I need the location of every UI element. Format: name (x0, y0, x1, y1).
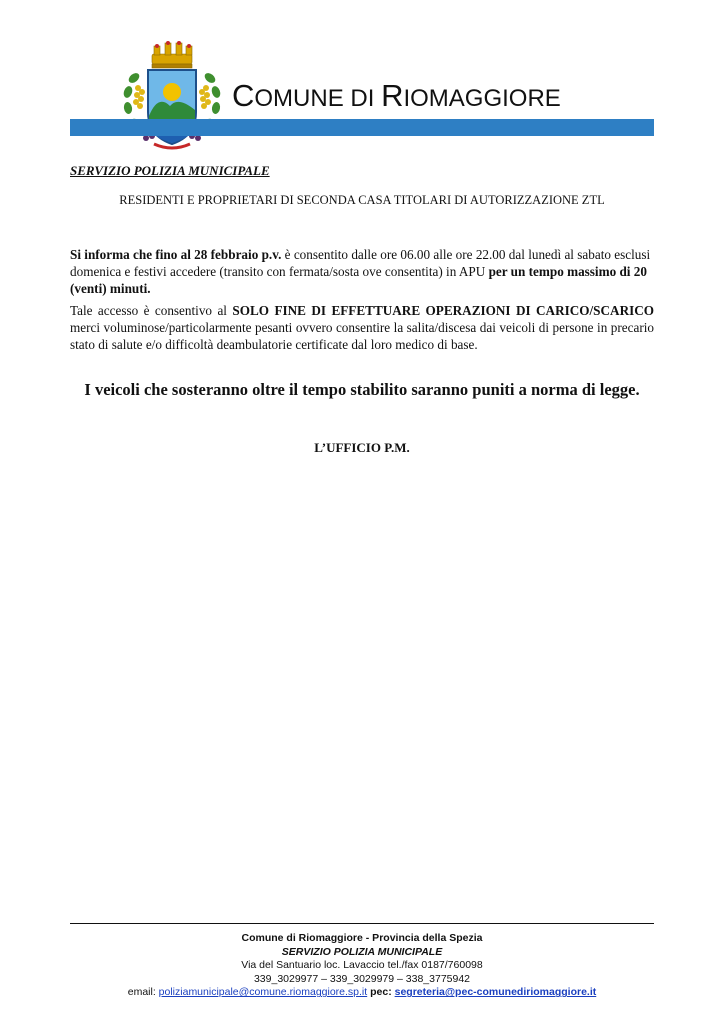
notice-time-limit-text: per un tempo massimo di 20 (venti) minuti. (70, 264, 647, 296)
footer-address: Via del Santuario loc. Lavaccio tel./fax 0187/760098 (241, 959, 483, 972)
subject-line: RESIDENTI E PROPRIETARI DI SECONDA CASA TITOLARI DI AUTORIZZAZIONE ZTL (119, 193, 605, 207)
pec-label: pec: (367, 986, 395, 999)
service-heading: SERVIZIO POLIZIA MUNICIPALE (70, 163, 270, 178)
title-rest-2: IOMAGGIORE (403, 85, 561, 112)
signature: L’UFFICIO P.M. (314, 440, 410, 455)
penalty-warning: I veicoli che sosteranno oltre il tempo stabilito saranno puniti a norma di legge. (84, 380, 640, 399)
notice-date-text: Si informa che fino al 28 febbraio p.v. (70, 247, 282, 262)
paragraph-purpose (70, 302, 654, 353)
purpose-emphasis-text: SOLO FINE DI EFFETTUARE OPERAZIONI DI CARICO/SCARICO (232, 303, 655, 318)
purpose-body-text: merci voluminose/particolarmente pesanti ovvero consentire la salita/discesa dai veicoli di persone in precario stato di salute e/o difficoltà deambulatorie certificate dal loro medico di base. (70, 320, 654, 352)
title-rest-1: OMUNE DI (254, 85, 382, 112)
email-label: email: (127, 986, 159, 999)
header-bar (70, 119, 654, 136)
title-initial-2: R (381, 78, 404, 113)
footer-contacts (70, 986, 654, 1000)
footer (70, 932, 654, 1000)
email-link[interactable]: poliziamunicipale@comune.riomaggiore.sp.it (158, 986, 368, 999)
pec-link[interactable]: segreteria@pec-comunediriomaggiore.it (394, 986, 597, 999)
title-initial-1: C (232, 78, 255, 113)
footer-service: SERVIZIO POLIZIA MUNICIPALE (281, 945, 443, 958)
purpose-intro-text: Tale accesso è consentivo al (70, 303, 233, 318)
footer-divider (70, 923, 654, 924)
footer-municipality: Comune di Riomaggiore - Provincia della Spezia (241, 932, 483, 944)
notice-body-text: è consentito dalle ore 06.00 alle ore 22.00 dal lunedì al sabato esclusi domenica e festivi accedere (transito con fermata/sosta ove consentita) in APU (70, 247, 651, 279)
paragraph-notice (70, 246, 654, 297)
page-title (232, 78, 561, 118)
footer-phones: 339_3029977 – 339_3029979 – 338_3775942 (253, 972, 471, 985)
